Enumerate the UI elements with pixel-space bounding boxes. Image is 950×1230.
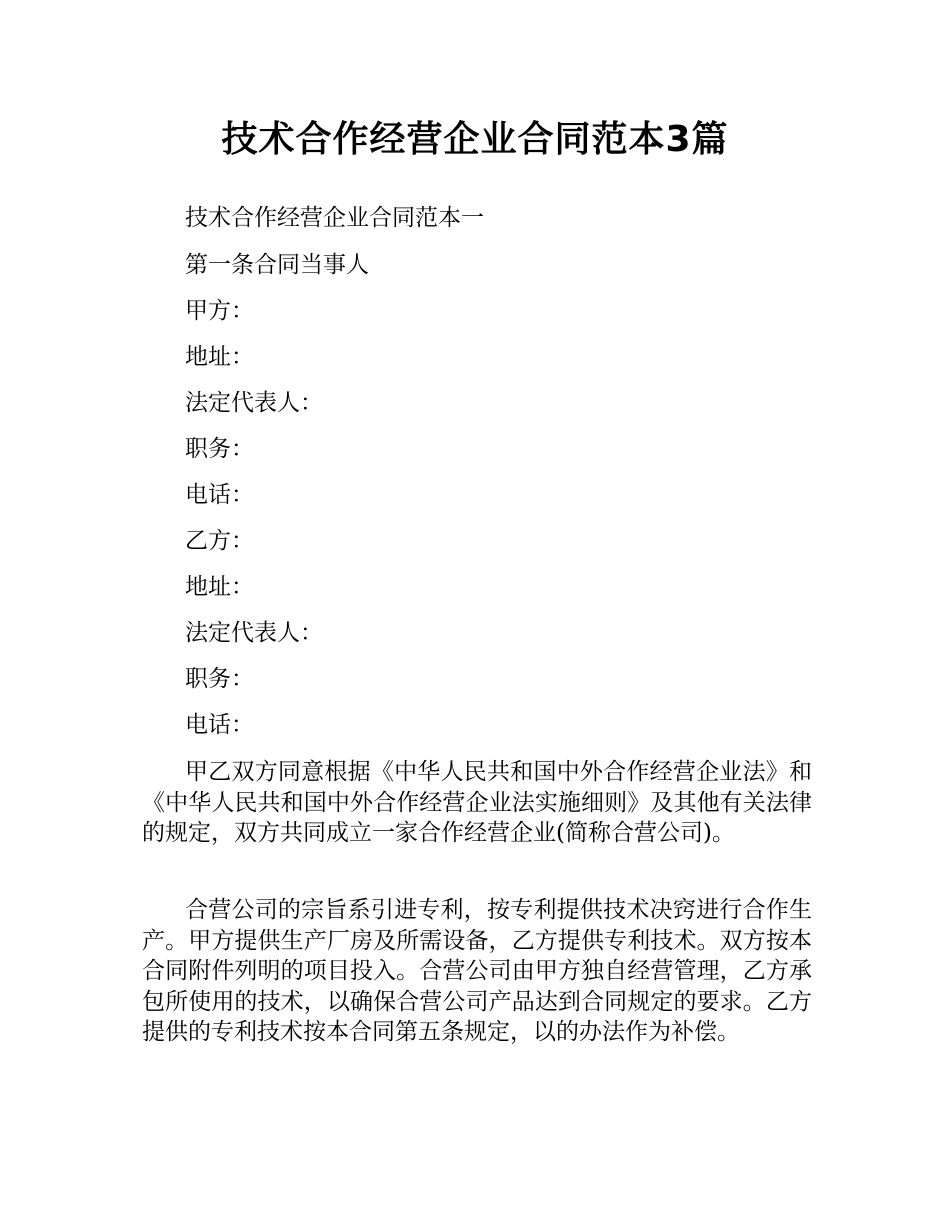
section-heading: 第一条合同当事人 — [185, 252, 369, 278]
paragraph-legal-basis: 甲乙双方同意根据《中华人民共和国中外合作经营企业法》和《中华人民共和国中外合作经营企业法实施细则》及其他有关法律的规定，双方共同成立一家合作经营企业(简称合营公司)。 — [142, 759, 812, 846]
party-a-label: 甲方： — [185, 298, 254, 324]
party-a-phone: 电话： — [185, 482, 254, 508]
paragraph-purpose: 合营公司的宗旨系引进专利，按专利提供技术决窍进行合作生产。甲方提供生产厂房及所需设备，乙方提供专利技术。双方按本合同附件列明的项目投入。合营公司由甲方独自经营管理，乙方承包所使用的技术，以确保合营公司产品达到合同规定的要求。乙方提供的专利技术按本合同第五条规定，以的办法作为补偿。 — [142, 897, 812, 1045]
party-b-representative: 法定代表人： — [185, 620, 323, 646]
party-b-phone: 电话： — [185, 712, 254, 738]
party-b-address: 地址： — [185, 574, 254, 600]
party-b-label: 乙方： — [185, 528, 254, 554]
document-title: 技术合作经营企业合同范本3篇 — [221, 119, 729, 160]
party-a-representative: 法定代表人： — [185, 390, 323, 416]
subtitle-line: 技术合作经营企业合同范本一 — [185, 205, 484, 231]
party-b-position: 职务： — [185, 666, 254, 692]
party-a-address: 地址： — [185, 344, 254, 370]
party-a-position: 职务： — [185, 436, 254, 462]
